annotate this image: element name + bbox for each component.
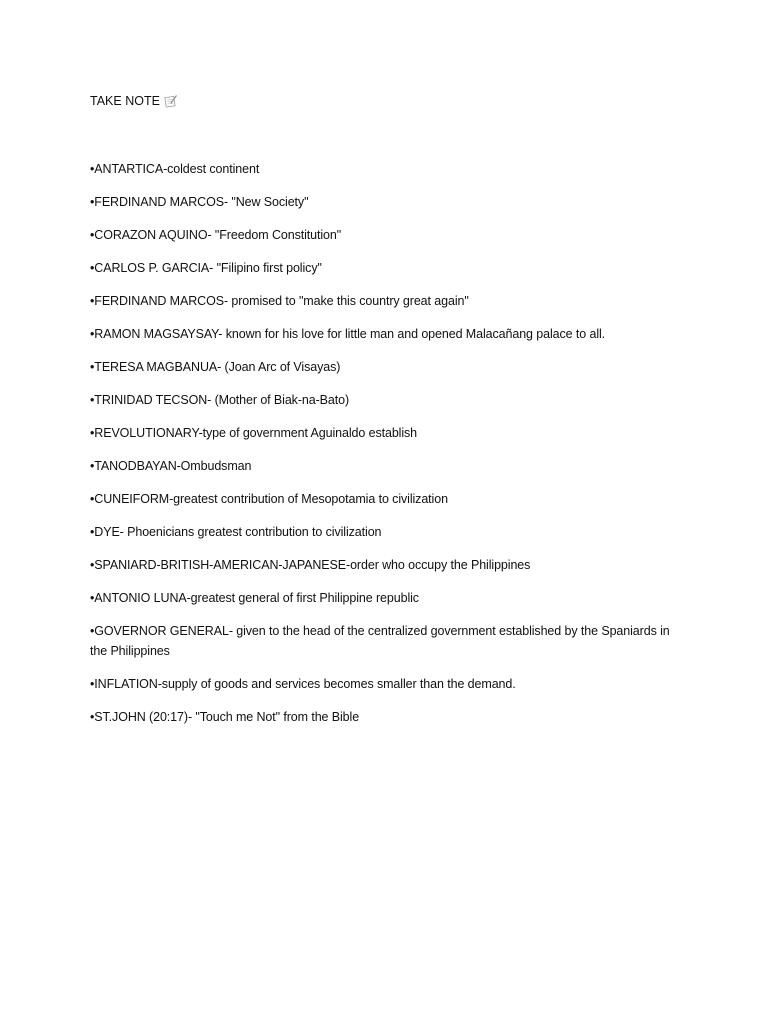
bullet-icon: • [90, 294, 95, 308]
list-item [90, 424, 690, 444]
bullet-icon: • [90, 228, 95, 242]
list-item-text: INFLATION-supply of goods and services becomes smaller than the demand. [94, 676, 516, 691]
list-item [90, 226, 690, 246]
list-item [90, 556, 690, 576]
list-item [90, 292, 690, 312]
memo-icon [163, 94, 178, 108]
bullet-icon: • [90, 591, 95, 605]
bullet-icon: • [90, 624, 95, 638]
list-item [90, 675, 690, 695]
bullet-icon: • [90, 261, 95, 275]
bullet-icon: • [90, 676, 95, 691]
list-item [90, 523, 690, 543]
bullet-icon: • [90, 426, 95, 440]
list-item-text: CARLOS P. GARCIA- "Filipino first policy" [94, 261, 322, 275]
notes-list [90, 160, 690, 741]
list-item-text: ST.JOHN (20:17)- "Touch me Not" from the Bible [94, 709, 360, 724]
list-item-text: TRINIDAD TECSON- (Mother of Biak-na-Bato) [94, 393, 350, 407]
list-item [90, 391, 690, 411]
list-item [90, 325, 690, 345]
list-item-text: CORAZON AQUINO- "Freedom Constitution" [94, 228, 342, 242]
bullet-icon: • [90, 709, 95, 724]
list-item-text: FERDINAND MARCOS- "New Society" [94, 195, 309, 209]
list-item-text: TANODBAYAN-Ombudsman [94, 459, 252, 473]
list-item-text: DYE- Phoenicians greatest contribution to civilization [94, 525, 382, 539]
bullet-icon: • [90, 393, 95, 407]
bullet-icon: • [90, 327, 95, 341]
list-item [90, 708, 690, 728]
list-item [90, 259, 690, 279]
list-item [90, 589, 690, 609]
bullet-icon: • [90, 558, 95, 572]
title-text: TAKE NOTE [90, 94, 160, 108]
bullet-icon: • [90, 459, 95, 473]
list-item-text: SPANIARD-BRITISH-AMERICAN-JAPANESE-order who occupy the Philippines [94, 558, 531, 572]
bullet-icon: • [90, 360, 95, 374]
list-item [90, 193, 690, 213]
bullet-icon: • [90, 162, 95, 176]
page-title [90, 93, 178, 109]
list-item-text: RAMON MAGSAYSAY- known for his love for little man and opened Malacañang palace to all. [94, 327, 606, 341]
list-item-text: FERDINAND MARCOS- promised to "make this country great again" [94, 294, 469, 308]
list-item-text: REVOLUTIONARY-type of government Aguinaldo establish [94, 426, 418, 440]
list-item [90, 358, 690, 378]
list-item [90, 490, 690, 510]
list-item [90, 622, 690, 661]
list-item [90, 160, 690, 180]
bullet-icon: • [90, 492, 95, 506]
list-item [90, 457, 690, 477]
list-item-text: CUNEIFORM-greatest contribution of Mesopotamia to civilization [94, 492, 448, 506]
list-item-text: GOVERNOR GENERAL- given to the head of the centralized government established by the Spaniards in the Philippines [90, 624, 670, 658]
list-item-text: TERESA MAGBANUA- (Joan Arc of Visayas) [94, 360, 341, 374]
bullet-icon: • [90, 525, 95, 539]
list-item-text: ANTARTICA-coldest continent [94, 162, 260, 176]
bullet-icon: • [90, 195, 95, 209]
list-item-text: ANTONIO LUNA-greatest general of first Philippine republic [94, 591, 419, 605]
